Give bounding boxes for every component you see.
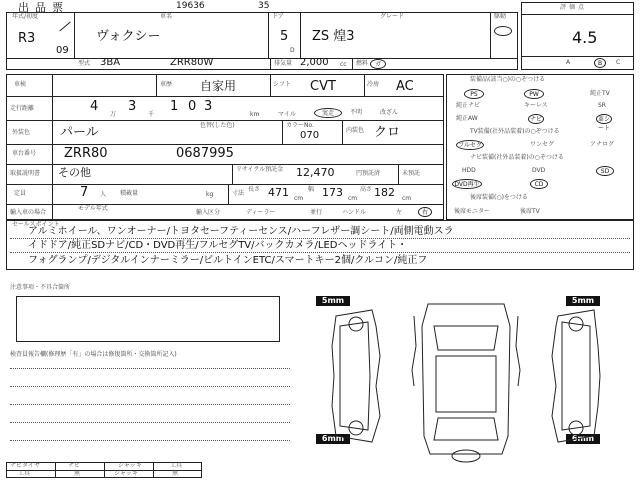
chassis-prefix: ZRR80 — [64, 146, 108, 161]
first-reg-month: 09 — [56, 45, 69, 56]
mileage-digit-3: 1 — [170, 99, 179, 114]
displacement: 2,000 — [300, 57, 329, 68]
opt-ps: PS — [464, 89, 484, 99]
opt-navi: ナビ — [529, 116, 542, 123]
badge-bottom-right: 6mm — [566, 434, 600, 444]
opt-leather: 革シート — [597, 116, 610, 132]
opt-pw: PW — [524, 89, 544, 99]
left-side-view — [332, 310, 380, 442]
car-name: ヴォクシー — [96, 29, 161, 44]
sales-line-2: イドドア/純正SDナビ/CD・DVD再生/フルセグTV/バックカメラ/LEDヘッドライト・ — [28, 240, 408, 251]
model-code: ZRR80W — [170, 57, 214, 68]
badge-top-left: 5mm — [316, 296, 350, 306]
mileage-digit-4: 0 — [188, 99, 197, 114]
exterior-color: パール — [60, 125, 99, 140]
sales-line-3: フォグランプ/デジタルインナーミラー/ビルトインETC/スマートキー2個/クルコン/純正フ — [28, 255, 428, 266]
interior-color: クロ — [374, 125, 401, 140]
transmission: CVT — [310, 79, 336, 94]
opt-sd: SD — [596, 166, 614, 176]
car-diagram — [296, 286, 636, 470]
right-side-view — [552, 310, 600, 442]
color-number: 070 — [300, 130, 320, 141]
model-prefix: 3BA — [100, 57, 121, 68]
interior-score: B — [594, 58, 606, 68]
mileage-digit-5: 3 — [204, 99, 213, 114]
opt-fullseg: フルセグ — [456, 140, 484, 150]
opt-dvd-play: DVD再生 — [452, 179, 482, 189]
mileage-actual: 実走 — [314, 108, 342, 118]
handle-right: 右 — [418, 207, 432, 217]
mileage-digit-2: 3 — [128, 99, 137, 114]
height: 182 — [374, 186, 395, 199]
vehicle-purpose: 自家用 — [200, 79, 237, 93]
manual-value: その他 — [58, 166, 91, 179]
count-number: 35 — [258, 1, 270, 11]
badge-bottom-left: 6mm — [316, 434, 350, 444]
badge-top-right: 5mm — [566, 296, 600, 306]
caution-box — [16, 296, 280, 342]
opt-cd: CD — [530, 179, 548, 189]
length: 471 — [268, 186, 289, 199]
door-count: 5 — [280, 29, 289, 44]
mileage-digit-1: 4 — [90, 99, 99, 114]
model-year: R3 — [18, 31, 36, 46]
sales-line-1: アルミホイール、ワンオーナー/トヨタセーフティーセンス/ハーフレザー調シート/両側電動スラ — [28, 226, 454, 237]
recycle-fee: 12,470 — [296, 166, 335, 179]
fuel-circle: ガ — [370, 59, 386, 69]
spare-wheel — [452, 450, 480, 462]
form-title: 出品票 — [18, 1, 69, 14]
front-view — [412, 316, 416, 386]
grade: ZS 煌3 — [312, 29, 355, 44]
chassis-number: 0687995 — [176, 146, 234, 161]
score-value: 4.5 — [572, 28, 598, 47]
rear-view — [516, 316, 520, 386]
drive-circle — [494, 26, 512, 36]
sheet-number: 19636 — [176, 1, 205, 11]
width: 173 — [322, 186, 343, 199]
capacity: 7 — [80, 185, 89, 200]
air-conditioner: AC — [396, 79, 414, 94]
